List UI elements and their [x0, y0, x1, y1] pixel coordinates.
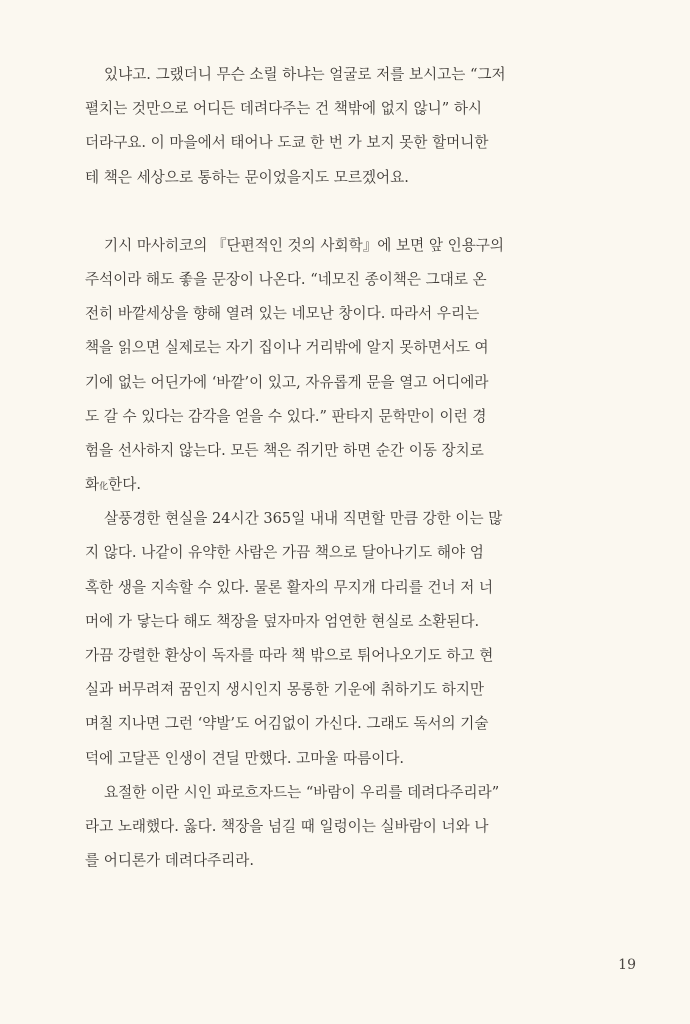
- text-line: 주석이라 해도 좋을 문장이 나온다. “네모진 종이책은 그대로 온: [85, 270, 487, 288]
- hanja-annotation: 化: [99, 482, 109, 493]
- text-line: 테 책은 세상으로 통하는 문이었을지도 모르겠어요.: [85, 168, 409, 186]
- text-line: 혹한 생을 지속할 수 있다. 물론 활자의 무지개 다리를 건너 저 너: [85, 578, 494, 596]
- text-line: 머에 가 닿는다 해도 책장을 덮자마자 엄연한 현실로 소환된다.: [85, 612, 480, 630]
- text-line-with-hanja: [85, 468, 631, 502]
- text-line: 기시 마사히코의 『단편적인 것의 사회학』에 보면 앞 인용구의: [104, 236, 505, 254]
- text-line: 며칠 지나면 그런 ‘약발’도 어김없이 가신다. 그래도 독서의 기술: [85, 715, 489, 733]
- text-line: 가끔 강렬한 환상이 독자를 따라 책 밖으로 튀어나오기도 하고 현: [85, 647, 494, 664]
- text-line: 기에 없는 어딘가에 ‘바깥’이 있고, 자유롭게 문을 열고 어디에라: [85, 373, 489, 391]
- paragraph-gap: [85, 195, 631, 229]
- text-line: 요절한 이란 시인 파로흐자드는 “바람이 우리를 데려다주리라”: [104, 783, 500, 801]
- text-line: 도 갈 수 있다는 감각을 얻을 수 있다.” 판타지 문학만이 이런 경: [85, 407, 487, 425]
- text-line: 살풍경한 현실을 24시간 365일 내내 직면할 만큼 강한 이는 많: [104, 510, 503, 528]
- text-line: 를 어디론가 데려다주리라.: [85, 852, 254, 870]
- body-text: [85, 58, 631, 878]
- text-line: 더라구요. 이 마을에서 태어나 도쿄 한 번 가 보지 못한 할머니한: [85, 134, 489, 152]
- text-line: 있냐고. 그랬더니 무슨 소릴 하냐는 얼굴로 저를 보시고는 “그저: [104, 66, 506, 83]
- text-line: 실과 버무려져 꿈인지 생시인지 몽롱한 기운에 취하기도 하지만: [85, 681, 485, 699]
- text-line: 라고 노래했다. 옳다. 책장을 넘길 때 일렁이는 실바람이 너와 나: [85, 817, 489, 835]
- text-line: 전히 바깥세상을 향해 열려 있는 네모난 창이다. 따라서 우리는: [85, 305, 480, 323]
- page-number: 19: [618, 957, 636, 973]
- text-line: 펼치는 것만으로 어디든 데려다주는 건 책밖에 없지 않니” 하시: [85, 100, 483, 118]
- text-line: 덕에 고달픈 인생이 견딜 만했다. 고마울 따름이다.: [85, 749, 405, 767]
- text-fragment: 한다.: [108, 476, 141, 494]
- text-fragment: 화: [85, 476, 100, 494]
- text-line: 험을 선사하지 않는다. 모든 책은 쥐기만 하면 순간 이동 장치로: [85, 441, 484, 459]
- text-line: 지 않다. 나같이 유약한 사람은 가끔 책으로 달아나기도 해야 엄: [85, 544, 484, 562]
- text-line: 책을 읽으면 실제로는 자기 집이나 거리밖에 알지 못하면서도 여: [85, 339, 489, 357]
